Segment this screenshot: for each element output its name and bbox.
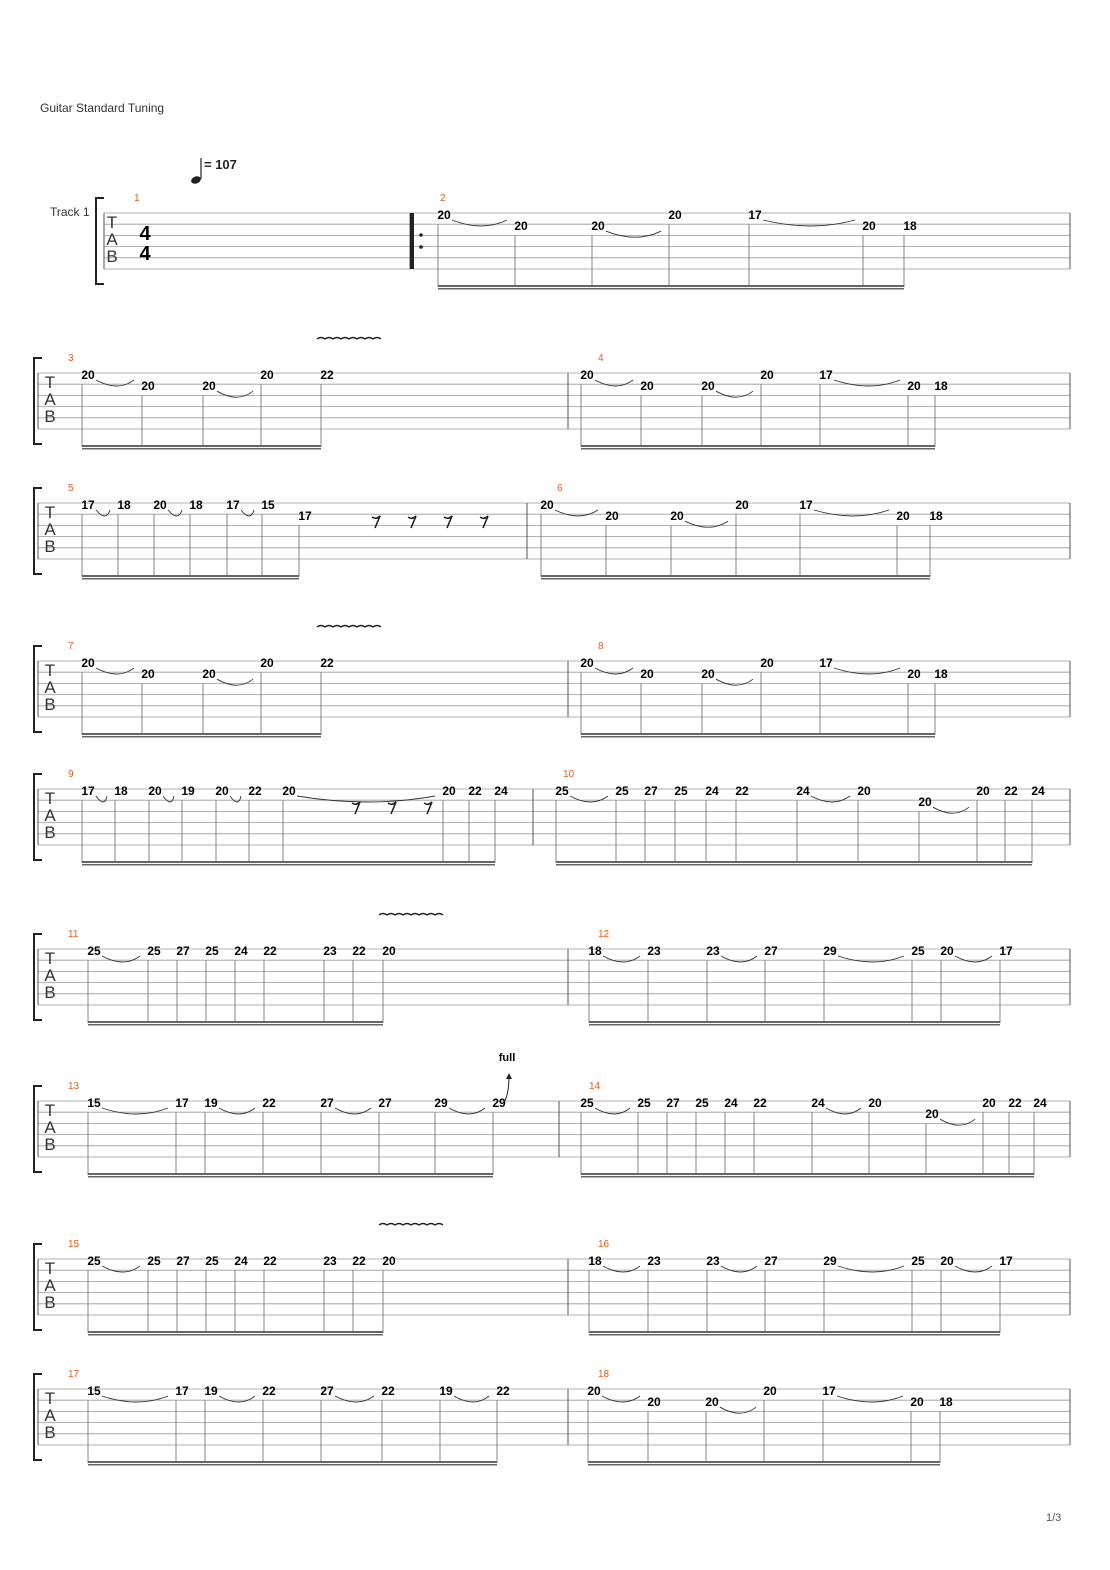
tab-clef-letter: T <box>44 373 56 392</box>
fret-number: 25 <box>205 1254 219 1268</box>
beam <box>589 1334 1000 1336</box>
fret-number: 22 <box>735 784 749 798</box>
fret-number: 22 <box>1008 1096 1022 1110</box>
beam <box>581 1176 1034 1178</box>
tab-clef-letter: T <box>44 1389 56 1408</box>
fret-number: 17 <box>226 498 240 512</box>
beam <box>82 575 299 577</box>
fret-number: 24 <box>1033 1096 1047 1110</box>
fret-number: 22 <box>352 1254 366 1268</box>
fret-number: 22 <box>248 784 262 798</box>
tie-slur <box>102 1266 140 1272</box>
tie-slur <box>685 521 728 527</box>
fret-number: 15 <box>261 498 275 512</box>
staff-system <box>34 1224 1070 1336</box>
measure-number: 6 <box>557 483 563 494</box>
beam <box>589 1024 1000 1026</box>
tie-slur <box>595 1108 630 1114</box>
beam <box>82 445 321 447</box>
measure-number: 5 <box>68 483 74 494</box>
tuning-label: Guitar Standard Tuning <box>40 101 165 115</box>
tab-clef-letter: A <box>106 230 118 249</box>
fret-number: 24 <box>234 1254 248 1268</box>
vibrato-mark <box>379 914 443 916</box>
tie-slur <box>595 668 633 674</box>
repeat-barline-thick <box>410 213 414 269</box>
rest-symbol <box>408 516 416 528</box>
tab-clef-letter: B <box>44 1293 56 1312</box>
tie-slur <box>335 1108 371 1114</box>
beam <box>82 864 495 866</box>
fret-number: 20 <box>907 667 921 682</box>
fret-number: 20 <box>580 368 594 382</box>
staff-system <box>96 158 1070 290</box>
beam <box>82 733 321 735</box>
tie-slur <box>96 510 110 516</box>
fret-number: 18 <box>929 509 943 524</box>
tie-slur <box>720 1407 756 1413</box>
fret-number: 18 <box>934 667 948 682</box>
fret-number: 22 <box>320 656 334 670</box>
tie-slur <box>834 380 900 386</box>
staff-system <box>34 914 1070 1026</box>
fret-number: 20 <box>141 379 155 394</box>
fret-number: 19 <box>181 784 195 798</box>
tab-clef-letter: A <box>44 520 56 539</box>
fret-number: 22 <box>496 1384 510 1398</box>
tab-clef-letter: A <box>44 1276 56 1295</box>
rest-symbol <box>352 802 360 814</box>
measure-number: 9 <box>68 769 74 780</box>
rest-symbol <box>424 802 432 814</box>
fret-number: 23 <box>647 1254 661 1268</box>
beam <box>88 1464 497 1466</box>
fret-number: 22 <box>320 368 334 382</box>
fret-number: 29 <box>492 1096 506 1110</box>
fret-number: 18 <box>114 784 128 798</box>
fret-number: 20 <box>701 379 715 394</box>
fret-number: 20 <box>763 1384 777 1398</box>
fret-number: 22 <box>352 944 366 958</box>
tie-slur <box>933 807 969 813</box>
measure-number: 8 <box>598 641 604 652</box>
fret-number: 20 <box>605 509 619 524</box>
fret-number: 20 <box>647 1395 661 1410</box>
fret-number: 17 <box>819 656 833 670</box>
fret-number: 24 <box>796 784 810 798</box>
measure-number: 4 <box>598 353 604 364</box>
fret-number: 20 <box>81 368 95 382</box>
tab-clef-letter: B <box>44 983 56 1002</box>
tie-slur <box>721 956 757 962</box>
fret-number: 20 <box>868 1096 882 1110</box>
beam <box>88 1334 383 1336</box>
tie-slur <box>96 668 134 674</box>
fret-number: 20 <box>976 784 990 798</box>
fret-number: 20 <box>735 498 749 512</box>
tab-clef-letter: A <box>44 1118 56 1137</box>
tie-slur <box>297 796 435 802</box>
tab-clef-letter: B <box>44 537 56 556</box>
fret-number: 22 <box>753 1096 767 1110</box>
tie-slur <box>603 1266 640 1272</box>
tab-clef-letter: A <box>44 1406 56 1425</box>
fret-number: 20 <box>640 667 654 682</box>
fret-number: 20 <box>260 368 274 382</box>
beam <box>581 736 935 738</box>
fret-number: 18 <box>588 1254 602 1268</box>
fret-number: 27 <box>320 1384 334 1398</box>
fret-number: 25 <box>637 1096 651 1110</box>
track-label: Track 1 <box>50 205 90 219</box>
fret-number: 20 <box>918 795 932 810</box>
fret-number: 24 <box>494 784 508 798</box>
tie-slur <box>837 1396 903 1402</box>
beam <box>581 448 935 450</box>
fret-number: 20 <box>760 656 774 670</box>
tab-clef-letter: B <box>44 407 56 426</box>
fret-number: 20 <box>907 379 921 394</box>
fret-number: 17 <box>175 1096 189 1110</box>
fret-number: 22 <box>262 1096 276 1110</box>
fret-number: 20 <box>260 656 274 670</box>
measure-number: 14 <box>589 1081 601 1092</box>
beam <box>438 285 904 287</box>
tie-slur <box>716 391 753 397</box>
beam <box>556 864 1032 866</box>
beam <box>88 1331 383 1333</box>
fret-number: 20 <box>982 1096 996 1110</box>
tie-slur <box>603 956 640 962</box>
fret-number: 19 <box>204 1384 218 1398</box>
measure-number: 1 <box>134 193 140 204</box>
beam <box>588 1461 940 1463</box>
fret-number: 20 <box>382 1254 396 1268</box>
fret-number: 27 <box>176 944 190 958</box>
tab-clef-letter: A <box>44 806 56 825</box>
beam <box>82 736 321 738</box>
fret-number: 17 <box>175 1384 189 1398</box>
tie-slur <box>241 510 254 516</box>
rest-symbol <box>444 516 452 528</box>
tie-slur <box>763 220 855 226</box>
tie-slur <box>96 796 107 802</box>
fret-number: 20 <box>896 509 910 524</box>
rest-symbol <box>388 802 396 814</box>
tie-slur <box>449 1108 485 1114</box>
beam <box>88 1173 493 1175</box>
fret-number: 19 <box>439 1384 453 1398</box>
fret-number: 17 <box>819 368 833 382</box>
fret-number: 27 <box>176 1254 190 1268</box>
tab-clef-letter: B <box>44 1135 56 1154</box>
fret-number: 20 <box>670 509 684 524</box>
fret-number: 20 <box>760 368 774 382</box>
tie-slur <box>168 510 182 516</box>
tie-slur <box>955 956 992 962</box>
tab-clef-letter: B <box>106 247 118 266</box>
tab-clef-letter: T <box>44 789 56 808</box>
fret-number: 17 <box>298 509 312 524</box>
quarter-note-icon <box>190 175 202 185</box>
beam <box>88 1024 383 1026</box>
fret-number: 27 <box>764 944 778 958</box>
staff-system <box>34 769 1070 866</box>
tie-slur <box>102 1108 168 1114</box>
beam <box>82 578 299 580</box>
beam <box>541 575 930 577</box>
fret-number: 29 <box>434 1096 448 1110</box>
tie-slur <box>219 1108 255 1114</box>
fret-number: 25 <box>580 1096 594 1110</box>
fret-number: 23 <box>706 944 720 958</box>
fret-number: 18 <box>189 498 203 512</box>
measure-number: 13 <box>68 1081 80 1092</box>
fret-number: 20 <box>925 1107 939 1122</box>
fret-number: 25 <box>555 784 569 798</box>
repeat-dot <box>419 245 423 249</box>
vibrato-mark <box>379 1224 443 1226</box>
tie-slur <box>452 220 507 226</box>
tie-slur <box>826 1108 861 1114</box>
tie-slur <box>602 1396 640 1402</box>
measure-number: 18 <box>598 1369 610 1380</box>
fret-number: 20 <box>857 784 871 798</box>
fret-number: 22 <box>468 784 482 798</box>
tab-clef-letter: B <box>44 1423 56 1442</box>
tie-slur <box>838 956 904 962</box>
tab-clef-letter: A <box>44 390 56 409</box>
tab-clef-letter: T <box>44 1101 56 1120</box>
page-number: 1/3 <box>1046 1512 1062 1524</box>
beam <box>88 1176 493 1178</box>
tab-clef-letter: A <box>44 966 56 985</box>
fret-number: 20 <box>202 379 216 394</box>
vibrato-mark <box>317 626 381 628</box>
tie-slur <box>595 380 633 386</box>
tab-clef-letter: T <box>44 1259 56 1278</box>
time-signature-bottom: 4 <box>139 243 151 265</box>
measure-number: 7 <box>68 641 74 652</box>
fret-number: 20 <box>153 498 167 512</box>
tab-clef-letter: T <box>44 661 56 680</box>
fret-number: 18 <box>588 944 602 958</box>
fret-number: 15 <box>87 1096 101 1110</box>
tie-slur <box>940 1119 975 1125</box>
fret-number: 22 <box>263 944 277 958</box>
tie-slur <box>217 391 253 397</box>
fret-number: 20 <box>640 379 654 394</box>
beam <box>82 448 321 450</box>
fret-number: 20 <box>910 1395 924 1410</box>
fret-number: 25 <box>147 944 161 958</box>
tie-slur <box>454 1396 489 1402</box>
tab-clef-letter: A <box>44 678 56 697</box>
fret-number: 25 <box>87 1254 101 1268</box>
fret-number: 17 <box>81 784 95 798</box>
fret-number: 20 <box>668 208 682 222</box>
tie-slur <box>555 510 598 516</box>
fret-number: 25 <box>87 944 101 958</box>
fret-number: 20 <box>148 784 162 798</box>
fret-number: 20 <box>442 784 456 798</box>
tie-slur <box>102 956 140 962</box>
beam <box>581 733 935 735</box>
tie-slur <box>335 1396 374 1402</box>
fret-number: 20 <box>437 208 451 222</box>
staff-system <box>34 338 1070 450</box>
fret-number: 25 <box>911 1254 925 1268</box>
fret-number: 29 <box>823 1254 837 1268</box>
fret-number: 24 <box>724 1096 738 1110</box>
beam <box>588 1464 940 1466</box>
tie-slur <box>838 1266 904 1272</box>
fret-number: 18 <box>117 498 131 512</box>
fret-number: 25 <box>147 1254 161 1268</box>
tie-slur <box>814 510 889 516</box>
tab-clef-letter: T <box>106 213 118 232</box>
beam <box>88 1021 383 1023</box>
fret-number: 23 <box>706 1254 720 1268</box>
tie-slur <box>716 679 753 685</box>
fret-number: 23 <box>323 1254 337 1268</box>
tab-clef-letter: T <box>44 949 56 968</box>
measure-number: 16 <box>598 1239 610 1250</box>
fret-number: 20 <box>81 656 95 670</box>
fret-number: 25 <box>911 944 925 958</box>
fret-number: 22 <box>1004 784 1018 798</box>
fret-number: 17 <box>999 944 1013 958</box>
fret-number: 20 <box>282 784 296 798</box>
tie-slur <box>163 796 174 802</box>
fret-number: 15 <box>87 1384 101 1398</box>
fret-number: 23 <box>647 944 661 958</box>
beam <box>88 1461 497 1463</box>
staff-system <box>34 626 1070 738</box>
beam <box>589 1331 1000 1333</box>
tie-slur <box>955 1266 992 1272</box>
repeat-dot <box>419 233 423 237</box>
tab-clef-letter: B <box>44 823 56 842</box>
beam <box>438 288 904 290</box>
fret-number: 27 <box>764 1254 778 1268</box>
fret-number: 27 <box>666 1096 680 1110</box>
fret-number: 27 <box>644 784 658 798</box>
fret-number: 20 <box>940 944 954 958</box>
beam <box>589 1021 1000 1023</box>
fret-number: 20 <box>382 944 396 958</box>
fret-number: 25 <box>205 944 219 958</box>
measure-number: 17 <box>68 1369 80 1380</box>
fret-number: 23 <box>323 944 337 958</box>
fret-number: 24 <box>234 944 248 958</box>
measure-number: 11 <box>68 929 79 940</box>
fret-number: 17 <box>799 498 813 512</box>
system-brace <box>96 198 104 284</box>
tempo-marking: = 107 <box>204 157 237 172</box>
tie-slur <box>834 668 900 674</box>
fret-number: 17 <box>822 1384 836 1398</box>
fret-number: 17 <box>748 208 762 222</box>
fret-number: 20 <box>862 219 876 234</box>
tab-clef-letter: B <box>44 695 56 714</box>
fret-number: 19 <box>204 1096 218 1110</box>
measure-number: 2 <box>440 193 446 204</box>
staff-system <box>34 483 1070 580</box>
beam <box>556 861 1032 863</box>
fret-number: 17 <box>999 1254 1013 1268</box>
fret-number: 22 <box>381 1384 395 1398</box>
tie-slur <box>721 1266 757 1272</box>
fret-number: 25 <box>695 1096 709 1110</box>
fret-number: 22 <box>263 1254 277 1268</box>
fret-number: 20 <box>514 219 528 234</box>
fret-number: 20 <box>141 667 155 682</box>
beam <box>541 578 930 580</box>
fret-number: 18 <box>903 219 917 234</box>
rest-symbol <box>480 516 488 528</box>
vibrato-mark <box>317 338 381 340</box>
fret-number: 27 <box>320 1096 334 1110</box>
fret-number: 18 <box>934 379 948 394</box>
fret-number: 20 <box>701 667 715 682</box>
tie-slur <box>811 796 850 802</box>
fret-number: 20 <box>215 784 229 798</box>
rest-symbol <box>372 516 380 528</box>
fret-number: 24 <box>1031 784 1045 798</box>
tie-slur <box>570 796 608 802</box>
time-signature-top: 4 <box>139 223 151 245</box>
beam <box>581 445 935 447</box>
measure-number: 15 <box>68 1239 80 1250</box>
beam <box>581 1173 1034 1175</box>
measure-number: 12 <box>598 929 610 940</box>
fret-number: 20 <box>940 1254 954 1268</box>
fret-number: 18 <box>939 1395 953 1410</box>
beam <box>82 861 495 863</box>
fret-number: 20 <box>705 1395 719 1410</box>
fret-number: 25 <box>615 784 629 798</box>
tie-slur <box>217 679 253 685</box>
fret-number: 20 <box>587 1384 601 1398</box>
fret-number: 29 <box>823 944 837 958</box>
staff-system <box>34 1052 1070 1178</box>
staff-system <box>34 1369 1070 1466</box>
tie-slur <box>606 231 661 237</box>
fret-number: 20 <box>580 656 594 670</box>
measure-number: 10 <box>563 769 575 780</box>
fret-number: 20 <box>202 667 216 682</box>
fret-number: 25 <box>674 784 688 798</box>
tie-slur <box>102 1396 168 1402</box>
bend-label: full <box>498 1052 516 1064</box>
tab-clef-letter: T <box>44 503 56 522</box>
fret-number: 20 <box>540 498 554 512</box>
fret-number: 24 <box>705 784 719 798</box>
bend-arrow-head <box>506 1073 512 1079</box>
tie-slur <box>230 796 241 802</box>
fret-number: 24 <box>811 1096 825 1110</box>
tie-slur <box>96 380 134 386</box>
fret-number: 22 <box>262 1384 276 1398</box>
fret-number: 27 <box>378 1096 392 1110</box>
tie-slur <box>219 1396 255 1402</box>
measure-number: 3 <box>68 353 74 364</box>
fret-number: 17 <box>81 498 95 512</box>
fret-number: 20 <box>591 219 605 234</box>
